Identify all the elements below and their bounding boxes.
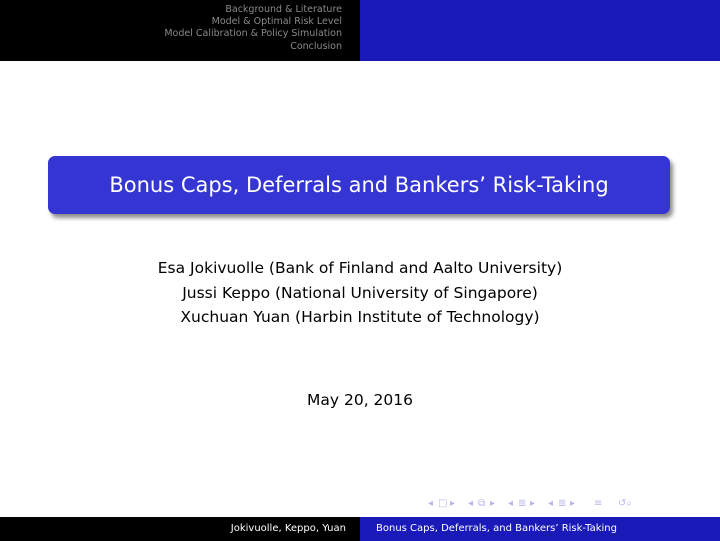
section-icon[interactable]: ≣	[518, 498, 527, 509]
nav-item-model-calibration[interactable]: Model Calibration & Policy Simulation	[164, 28, 342, 40]
frame-icon[interactable]: □	[438, 498, 448, 509]
subsection-prev-icon[interactable]: ◂	[468, 498, 474, 509]
header-bar	[0, 0, 720, 61]
nav-item-background-literature[interactable]: Background & Literature	[225, 4, 342, 15]
author-list	[0, 256, 720, 330]
align-icon[interactable]: ≡	[594, 498, 603, 509]
footer-title: Bonus Caps, Deferrals, and Bankers’ Risk-Taking	[376, 523, 617, 534]
footer-left-panel	[0, 517, 360, 541]
section-prev-icon[interactable]: ◂	[508, 498, 514, 509]
slide-title: Bonus Caps, Deferrals and Bankers’ Risk-Taking	[109, 173, 609, 197]
search-icon[interactable]: ↺⌕	[618, 498, 632, 509]
beamer-navigation-symbols	[428, 497, 708, 513]
slide-date: May 20, 2016	[307, 391, 413, 409]
section-next-icon[interactable]: ▸	[530, 498, 536, 509]
footer-authors: Jokivuolle, Keppo, Yuan	[230, 523, 346, 534]
title-box	[48, 156, 670, 214]
footer-right-panel	[360, 517, 720, 541]
subsection-icon[interactable]: ⧉	[478, 498, 486, 509]
author-line: Xuchuan Yuan (Harbin Institute of Technology)	[180, 308, 540, 326]
slide-next-icon[interactable]: ▸	[570, 498, 576, 509]
frame-prev-icon[interactable]: ◂	[428, 498, 434, 509]
subsection-next-icon[interactable]: ▸	[490, 498, 496, 509]
frame-next-icon[interactable]: ▸	[450, 498, 456, 509]
nav-item-model-optimal-risk[interactable]: Model & Optimal Risk Level	[211, 16, 342, 28]
author-line: Esa Jokivuolle (Bank of Finland and Aalto University)	[157, 259, 563, 277]
header-right-panel	[360, 0, 720, 61]
slide-icon[interactable]: ≣	[558, 498, 567, 509]
slide-prev-icon[interactable]: ◂	[548, 498, 554, 509]
header-left-panel	[0, 0, 360, 61]
section-navigation	[0, 4, 360, 53]
nav-item-conclusion[interactable]: Conclusion	[290, 40, 342, 52]
author-line: Jussi Keppo (National University of Singapore)	[182, 283, 538, 302]
